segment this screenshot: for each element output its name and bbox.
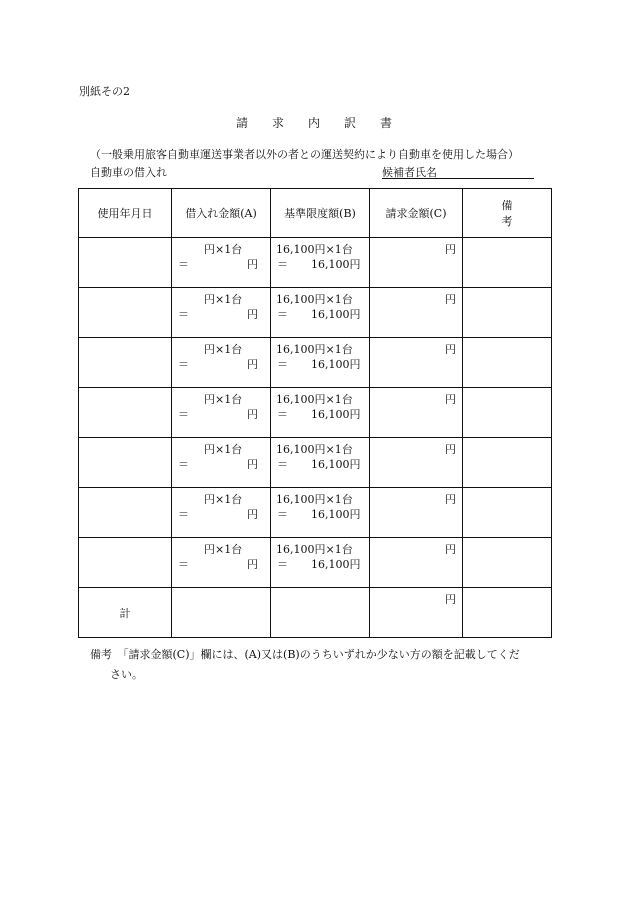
rent-per-unit: 円×1台 [204,543,243,556]
section-label: 自動車の借入れ [90,166,167,179]
limit-value: 16,100円 [311,508,361,521]
breakdown-table [78,188,552,638]
limit-equals: ＝ [277,258,288,271]
remarks-cell[interactable] [463,338,552,388]
rent-yen: 円 [247,308,258,321]
limit-equals: ＝ [277,508,288,521]
rent-equals: ＝ [178,358,189,371]
document-subtitle: （一般乗用旅客自動車運送事業者以外の者との運送契約により自動車を使用した場合） [90,148,519,161]
note-line-1: 備考 「請求金額(C)」欄には、(A)又は(B)のうちいずれか少ない方の額を記載してくだ [90,648,520,661]
limit-per-unit: 16,100円×1台 [276,493,353,506]
table-row [79,338,552,388]
claim-yen: 円 [445,443,456,456]
table-row [79,438,552,488]
rent-per-unit: 円×1台 [204,443,243,456]
rent-yen: 円 [247,558,258,571]
limit-per-unit: 16,100円×1台 [276,343,353,356]
date-cell[interactable] [79,388,172,438]
date-cell[interactable] [79,488,172,538]
limit-value: 16,100円 [311,308,361,321]
table-header-row [79,189,552,238]
date-cell[interactable] [79,438,172,488]
candidate-name-label: 候補者氏名 [382,166,437,179]
rent-equals: ＝ [178,258,189,271]
claim-yen: 円 [445,243,456,256]
limit-cell[interactable] [271,388,370,438]
candidate-name-field[interactable] [382,164,534,179]
note-line-2: さい。 [110,668,143,681]
limit-equals: ＝ [277,308,288,321]
rent-equals: ＝ [178,408,189,421]
header-date: 使用年月日 [79,189,172,238]
total-label: 計 [79,588,172,638]
claim-yen: 円 [445,393,456,406]
limit-equals: ＝ [277,358,288,371]
table-row [79,488,552,538]
limit-cell[interactable] [271,538,370,588]
total-remarks-cell[interactable] [463,588,552,638]
rent-cell[interactable] [172,238,271,288]
rent-equals: ＝ [178,458,189,471]
annex-label: 別紙その2 [79,85,130,98]
limit-per-unit: 16,100円×1台 [276,293,353,306]
rent-equals: ＝ [178,308,189,321]
limit-per-unit: 16,100円×1台 [276,443,353,456]
rent-cell[interactable] [172,338,271,388]
date-cell[interactable] [79,538,172,588]
rent-cell[interactable] [172,538,271,588]
rent-cell[interactable] [172,438,271,488]
limit-cell[interactable] [271,488,370,538]
rent-cell[interactable] [172,488,271,538]
note-text [90,645,560,685]
document-title: 請求内訳書 [236,116,417,130]
header-rent-amount: 借入れ金額(A) [172,189,271,238]
limit-equals: ＝ [277,458,288,471]
rent-yen: 円 [247,508,258,521]
claim-cell[interactable] [370,288,463,338]
rent-cell[interactable] [172,388,271,438]
header-claim-amount: 請求金額(C) [370,189,463,238]
limit-value: 16,100円 [311,558,361,571]
claim-yen: 円 [445,543,456,556]
limit-per-unit: 16,100円×1台 [276,543,353,556]
table-row [79,288,552,338]
rent-yen: 円 [247,258,258,271]
limit-equals: ＝ [277,558,288,571]
header-limit-amount: 基準限度額(B) [271,189,370,238]
rent-yen: 円 [247,408,258,421]
limit-cell[interactable] [271,288,370,338]
rent-yen: 円 [247,458,258,471]
remarks-cell[interactable] [463,488,552,538]
total-claim-yen: 円 [445,593,456,606]
rent-per-unit: 円×1台 [204,393,243,406]
claim-cell[interactable] [370,538,463,588]
rent-equals: ＝ [178,508,189,521]
total-rent-cell[interactable] [172,588,271,638]
limit-per-unit: 16,100円×1台 [276,393,353,406]
remarks-cell[interactable] [463,438,552,488]
limit-cell[interactable] [271,438,370,488]
total-row [79,588,552,638]
claim-cell[interactable] [370,338,463,388]
limit-value: 16,100円 [311,258,361,271]
remarks-cell[interactable] [463,388,552,438]
table-row [79,388,552,438]
total-claim-cell[interactable] [370,588,463,638]
claim-yen: 円 [445,343,456,356]
claim-yen: 円 [445,293,456,306]
limit-cell[interactable] [271,338,370,388]
rent-yen: 円 [247,358,258,371]
claim-cell[interactable] [370,438,463,488]
total-limit-cell[interactable] [271,588,370,638]
limit-value: 16,100円 [311,408,361,421]
limit-value: 16,100円 [311,458,361,471]
limit-cell[interactable] [271,238,370,288]
claim-cell[interactable] [370,488,463,538]
limit-equals: ＝ [277,408,288,421]
limit-per-unit: 16,100円×1台 [276,243,353,256]
date-cell[interactable] [79,288,172,338]
remarks-cell[interactable] [463,238,552,288]
claim-yen: 円 [445,493,456,506]
header-remarks: 備考 [463,189,552,238]
rent-per-unit: 円×1台 [204,243,243,256]
limit-value: 16,100円 [311,358,361,371]
rent-per-unit: 円×1台 [204,293,243,306]
table-row [79,238,552,288]
rent-per-unit: 円×1台 [204,343,243,356]
date-cell[interactable] [79,238,172,288]
remarks-cell[interactable] [463,288,552,338]
claim-cell[interactable] [370,388,463,438]
remarks-cell[interactable] [463,538,552,588]
rent-cell[interactable] [172,288,271,338]
rent-per-unit: 円×1台 [204,493,243,506]
rent-equals: ＝ [178,558,189,571]
table-row [79,538,552,588]
claim-cell[interactable] [370,238,463,288]
date-cell[interactable] [79,338,172,388]
